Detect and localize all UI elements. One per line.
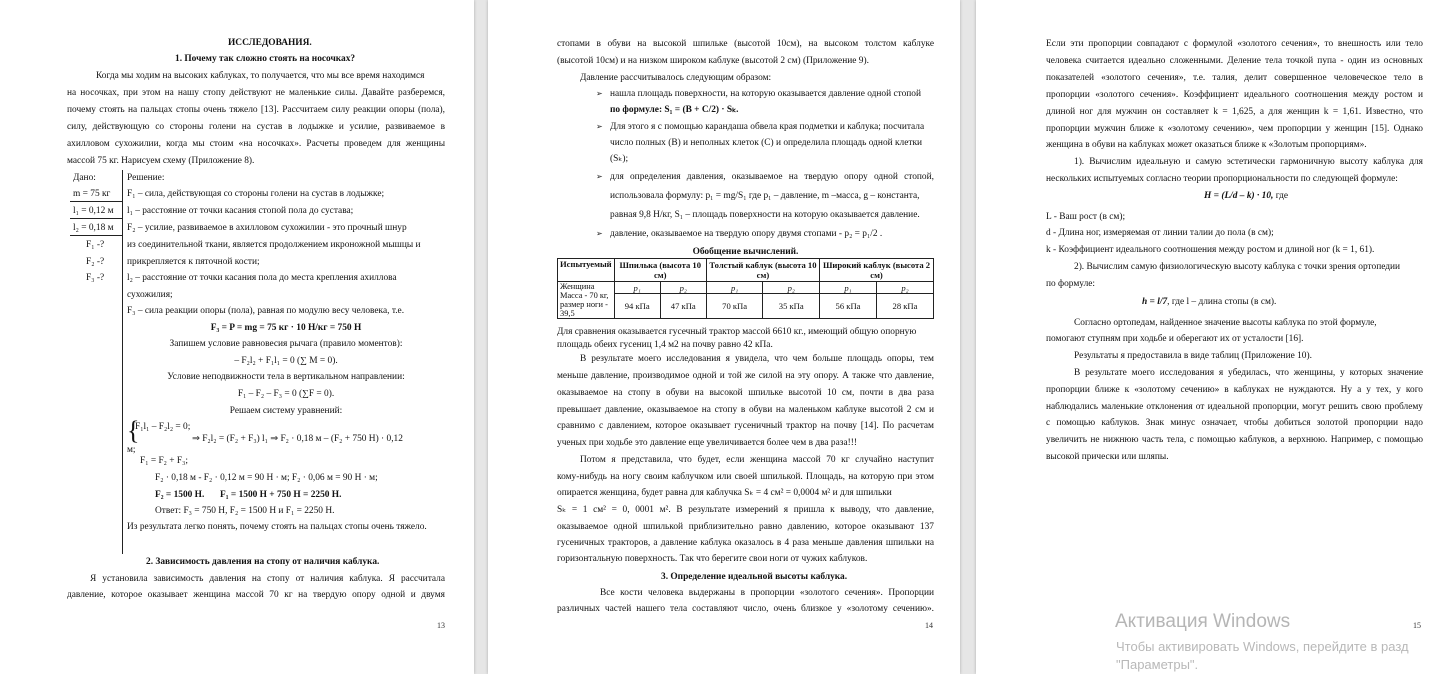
bullet-line: (Sₖ); — [610, 154, 629, 164]
text-line: оказываемое на стопу в обуви на высокой шпильке высотой 10 см, почти в два раза — [557, 388, 934, 398]
solution-line: F₁ – сила, действующая со стороны голени на сустав в лодыжке; — [127, 189, 385, 199]
activation-watermark-title: Активация Windows — [1115, 611, 1291, 632]
solution-line: l₁ – расстояние от точки касания стопой пола до сустава; — [127, 206, 354, 216]
solution-line: l₂ – расстояние от точки касания пола до места крепления ахиллова — [127, 273, 397, 283]
text-line: нескольких испытуемых согласно теории пропорциональности по следующей формуле: — [1046, 174, 1398, 184]
text-line: Согласно ортопедам, найденное значение высоты каблука по этой формуле, — [1074, 318, 1377, 328]
given-item: l₁ = 0,12 м — [73, 206, 114, 216]
table-cell: 70 кПа — [706, 294, 763, 319]
page-number: 15 — [1413, 621, 1421, 630]
results-table — [557, 258, 934, 319]
page-13 — [0, 0, 474, 674]
given-item: F₃ -? — [86, 273, 105, 283]
page-14 — [488, 0, 960, 674]
table-cell: p₂ — [877, 282, 934, 294]
text-line: помогают ступням при ходьбе и оберегают их от усталости [16]. — [1046, 334, 1304, 344]
text-line: по формуле: — [1046, 279, 1096, 289]
table-cell: p₁ — [614, 282, 660, 294]
formula-physiological-height — [1142, 296, 1276, 308]
given-solution-divider — [122, 170, 123, 554]
activation-watermark-text — [1116, 638, 1409, 674]
table-row — [558, 282, 934, 294]
page-number: 14 — [925, 621, 933, 630]
text-line: превышает давление, оказываемое на стопу в обуви на маленьком каблуке высотой 2 см и — [557, 405, 934, 415]
bullet-icon: ➢ — [596, 89, 603, 98]
text-line: горизонтальную поверхность. Так что берегите свои ноги от чужих каблуков. — [557, 554, 868, 564]
bullet-icon: ➢ — [596, 172, 603, 181]
text-line: стопами в обуви на высокой шпильке (высотой 10см), на высоком толстом каблуке — [557, 39, 934, 49]
definition-line: k - Коэффициент идеального соотношения между ростом и длиной ног (k = 1, 61). — [1046, 245, 1375, 255]
section-3-title: 3. Определение идеальной высоты каблука. — [661, 572, 848, 582]
table-header: Широкий каблук (высота 2 см) — [820, 259, 934, 282]
text-line: Результаты я предоставила в виде таблиц (Приложение 10). — [1074, 351, 1312, 361]
text-line: В результате моего исследования я убедилась, что женщины, у которых значение — [1074, 368, 1423, 378]
section-2-line: Я установила зависимость давления на стопу от наличия каблука. Я рассчитала — [90, 574, 445, 584]
equation-weight: F₃ = P = mg = 75 кг · 10 Н/кг = 750 Н — [210, 323, 362, 333]
equation-moments: – F₂l₂ + F₁l₁ = 0 (∑ M = 0). — [234, 356, 338, 366]
subject-line: Масса - 70 кг, — [560, 291, 609, 300]
text-line: кому-нибудь на ногу своим каблучком или своей шпилькой. Площадь, на которую при этом — [557, 472, 934, 482]
bullet-line: Для этого я с помощью карандаша обвела края подметки и каблука; посчитала — [610, 122, 925, 132]
text-line: гусеничных тракторов, а давление каблука оказалось в 4 раза меньше давления шпильки на — [557, 538, 934, 548]
result-f1: F₁ = 1500 Н + 750 Н = 2250 Н. — [220, 490, 342, 500]
system-eq: F₁l₁ – F₂l₂ = 0; — [135, 422, 191, 432]
formula-ideal-height — [1204, 190, 1288, 202]
definition-line: d - Длина ног, измеряемая от линии талии до пола (в см); — [1046, 228, 1274, 238]
bullet-line: по формуле: S₁ = (B + C/2) · Sₖ. — [610, 105, 739, 115]
research-heading: ИССЛЕДОВАНИЯ. — [228, 38, 312, 48]
system-eq: F₁ = F₂ + F₃; — [140, 456, 189, 466]
table-row — [558, 259, 934, 282]
text-line: В результате моего исследования я увидела, что чем больше площадь опоры, тем — [580, 354, 934, 364]
table-cell: p₂ — [763, 282, 820, 294]
activation-watermark-line: Чтобы активировать Windows, перейдите в разд — [1116, 639, 1409, 654]
bullet-line: использовала формулу: p₁ = mg/S₁ где p₁ – давление, m –масса, g – константа, — [610, 191, 920, 201]
intro-line: на носочках, при этом на нашу стопу действуют не маленькие силы. Давайте разберемся, — [67, 88, 445, 98]
given-item: l₂ = 0,18 м — [73, 223, 114, 233]
system-eq: м; — [127, 445, 136, 455]
text-line: высокой прически или шляпы. — [1046, 452, 1169, 462]
bullet-line: давление, оказываемое на твердую опору двумя стопами - p₂ = p₁/2 . — [610, 229, 883, 239]
table-cell — [558, 282, 615, 319]
given-divider — [70, 201, 122, 202]
table-cell: p₁ — [706, 282, 763, 294]
intro-line: массой 75 кг. Нарисуем схему (Приложение 8). — [67, 156, 255, 166]
section-1-title: 1. Почему так сложно стоять на носочках? — [175, 54, 356, 64]
subject-line: Женщина — [560, 282, 595, 291]
text-line: наблюдались маленькие отклонения от идеальной пропорции, могут решить свою проблему — [1046, 402, 1423, 412]
page-15 — [976, 0, 1453, 674]
solution-line: F₂ – усилие, развиваемое в ахилловом сухожилии - это прочный шнур — [127, 223, 407, 233]
text-line: 2). Вычислим самую физиологическую высоту каблука с точки зрения ортопедии — [1074, 262, 1401, 272]
text-line: пропорции ближе к «золотому сечению» в каблуках не нуждаются. Ну а у тех, у кого — [1046, 385, 1423, 395]
bullet-icon: ➢ — [596, 229, 603, 238]
answer: Ответ: F₃ = 750 Н, F₂ = 1500 Н и F₁ = 2250 Н. — [155, 506, 335, 516]
vertical-label: Условие неподвижности тела в вертикальном направлении: — [167, 372, 405, 382]
intro-line: почему стоять на пальцах стопы очень тяжело [13]. Рассчитаем силу реакции опоры (пола), — [67, 105, 445, 115]
given-label: Дано: — [73, 173, 96, 183]
text-line: ученых при ходьбе это давление еще увеличивается более чем в два раза!!! — [557, 438, 858, 448]
text-line: меньше давление, производимое одной и той же силой на эту опору. А также что давление, — [557, 371, 934, 381]
conclusion: Из результата легко понять, почему стоять на пальцах стопы очень тяжело. — [127, 522, 427, 532]
text-line: Все кости человека выдержаны в пропорции «золотого сечения». Пропорции — [600, 588, 934, 598]
equation-vertical: F₁ – F₂ – F₃ = 0 (∑F = 0). — [237, 389, 335, 399]
text-line: длиной ног для мужчин он составляет k = 1,625, а для женщин k = 1,61. Известно, что — [1046, 107, 1423, 117]
table-cell: 94 кПа — [614, 294, 660, 319]
page-number: 13 — [437, 621, 445, 630]
text-line: Для сравнения оказывается гусечный трактор массой 6610 кг., имеющий общую опорную — [557, 327, 917, 337]
text-line: площадь обеих гусениц 1,4 м2 на почву равно 42 кПа. — [557, 340, 773, 350]
section-2-title: 2. Зависимость давления на стопу от наличия каблука. — [146, 557, 380, 567]
solution-line: F₃ – сила реакции опоры (пола), равная по модулю весу человека, т.е. — [127, 306, 405, 316]
table-cell: 35 кПа — [763, 294, 820, 319]
subject-line: 39,5 — [560, 309, 575, 318]
given-item: F₁ -? — [86, 240, 105, 250]
activation-watermark-line: "Параметры". — [1116, 657, 1199, 672]
formula-h-tail: где — [1273, 191, 1289, 201]
text-line: показателей «золотого сечения», т.е. талия, делит совершенное человеческое тело в — [1046, 73, 1423, 83]
table-cell: p₂ — [660, 282, 706, 294]
table-header: Толстый каблук (высота 10 см) — [706, 259, 819, 282]
text-line: человека считается идеально сложенными. Деление тела точкой пупа - один из основных — [1046, 56, 1423, 66]
table-header: Шпилька (высота 10 см) — [614, 259, 706, 282]
text-line: пропорции «золотого сечения». Коэффициент идеального соотношения между ростом и — [1046, 90, 1423, 100]
bullet-icon: ➢ — [596, 122, 603, 131]
solution-line: сухожилия; — [127, 290, 173, 300]
text-line: пропорции мужчин ближе к «золотому сечению», чем пропорции у женщин [15]. Однако — [1046, 124, 1423, 134]
given-divider — [70, 218, 122, 219]
method-label: Давление рассчитывалось следующим образом: — [580, 73, 772, 83]
given-item: m = 75 кг — [73, 189, 111, 199]
table-header: Испытуемый — [558, 259, 615, 282]
table-cell: 56 кПа — [820, 294, 877, 319]
table-row — [558, 294, 934, 319]
subject-line: размер ноги - — [560, 300, 608, 309]
text-line: опирается женщина, будет равна для каблучка Sₖ = 4 см² = 0,0004 м² и для шпильки — [557, 488, 892, 498]
section-2-line: давление, которое оказывает женщина массой 70 кг на твердую опору одной и двумя — [67, 590, 445, 600]
solution-line: из соединительной ткани, является продолжением икроножной мышцы и — [127, 240, 421, 250]
text-line: с помощью каблуков. Знак минус означает, чтобы добиться золотой пропорции надо — [1046, 418, 1423, 428]
given-divider — [70, 235, 122, 236]
text-line: Sₖ = 1 см² = 0, 0001 м². В результате измерений я пришла к выводу, что давление, — [557, 505, 934, 515]
bullet-line: нашла площадь поверхности, на которую оказывается давление одной стопой — [610, 89, 921, 99]
text-line: оказываемое одной шпилькой приблизительно равно давлению, которое оказывают 137 — [557, 522, 934, 532]
bullet-line: число полных (В) и неполных клеток (С) и определила площадь одной клетки — [610, 138, 923, 148]
bullet-line: равная 9,8 Н/кг, S₁ – площадь поверхности на которую оказывается давление. — [610, 210, 920, 220]
text-line: сравнимо с давлением, которое оказывает гусеничный трактор на почву [14]. По расчетам — [557, 421, 934, 431]
intro-line: силу, действующую со стороны голени на сустав в лодыжке и усилие, развиваемое в — [67, 122, 445, 132]
text-line: женщина в обуви на каблуках может оказаться ближе к «Золотым пропорциям». — [1046, 140, 1367, 150]
solution-label: Решение: — [127, 173, 165, 183]
table-cell: 47 кПа — [660, 294, 706, 319]
formula-lower-h: h = l/7 — [1142, 297, 1168, 307]
table-cell: 28 кПа — [877, 294, 934, 319]
moments-label: Запишем условие равновесия рычага (правило моментов): — [169, 339, 403, 349]
formula-lower-h-tail: , где l – длина стопы (в см). — [1167, 297, 1277, 307]
system-eq: ⇒ F₂l₂ = (F₂ + F₃) l₁ ⇒ F₂ · 0,18 м – (F₂ + 750 Н) · 0,12 — [192, 434, 403, 444]
intro-line: Когда мы ходим на высоких каблуках, то получается, что мы все время находимся — [96, 71, 425, 81]
result-f2: F₂ = 1500 Н. — [155, 490, 205, 500]
table-title: Обобщение вычислений. — [692, 247, 799, 257]
text-line: Если эти пропорции совпадают с формулой «золотого сечения», то внешность или тело — [1046, 39, 1423, 49]
intro-line: ахилловом сухожилии, когда мы стоим «на носочках». Расчеты проведем для женщины — [67, 139, 445, 149]
text-line: увеличить не нижнюю часть тела, с помощью каблуков, а верхнюю. Например, с помощью — [1046, 435, 1423, 445]
text-line: 1). Вычислим идеальную и самую эстетически гармоничную высоту каблука для — [1074, 157, 1423, 167]
definition-line: L - Ваш рост (в см); — [1046, 212, 1126, 222]
given-item: F₂ -? — [86, 257, 105, 267]
system-brace: { — [127, 416, 140, 445]
text-line: Потом я представила, что будет, если женщина массой 70 кг случайно наступит — [580, 455, 934, 465]
bullet-line: для определения давления, оказываемое на твердую опору одной стопой, — [610, 172, 934, 182]
text-line: (высотой 10см) и на низком широком каблуке (высотой 2 см) (Приложение 9). — [557, 56, 869, 66]
solution-line: прикрепляется к пяточной кости; — [127, 257, 260, 267]
table-cell: p₁ — [820, 282, 877, 294]
system-eq: F₂ · 0,18 м - F₂ · 0,12 м = 90 Н · м; F₂ · 0,06 м = 90 Н · м; — [155, 473, 378, 483]
text-line: различных частей нашего тела составляют число, очень близкое у «золотому сечению». — [557, 604, 934, 614]
formula-h-main: H = (L/d – k) · 10, — [1204, 191, 1274, 201]
system-label: Решаем систему уравнений: — [229, 406, 343, 416]
